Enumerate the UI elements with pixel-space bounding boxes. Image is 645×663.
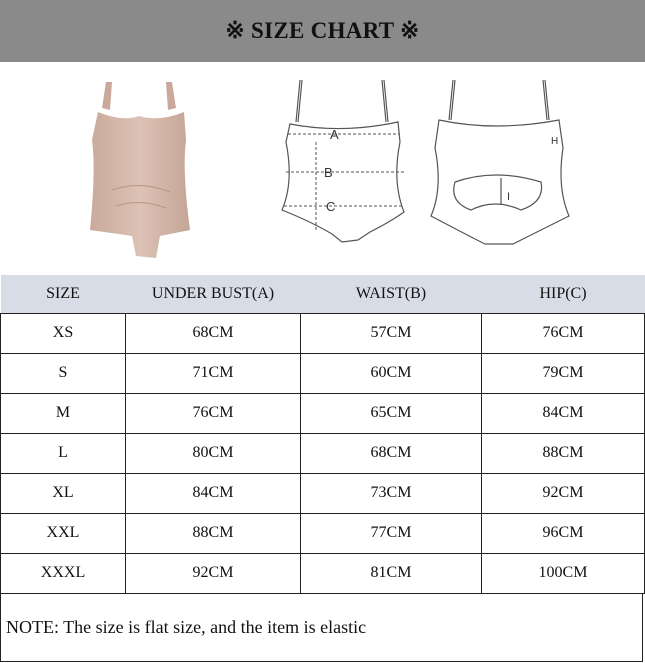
cell-hip: 88CM	[482, 433, 645, 473]
cell-size: L	[1, 433, 126, 473]
cell-size: S	[1, 353, 126, 393]
size-chart-title: ※ SIZE CHART ※	[225, 18, 420, 43]
product-images	[0, 62, 645, 275]
cell-under-bust: 80CM	[126, 433, 301, 473]
cell-size: XL	[1, 473, 126, 513]
cell-size: XS	[1, 313, 126, 353]
column-header-waist: WAIST(B)	[355, 284, 427, 302]
size-note-text: NOTE: The size is flat size, and the item is elastic	[6, 617, 367, 637]
back-measurement-diagram	[425, 78, 575, 258]
cell-waist: 77CM	[301, 513, 482, 553]
size-note	[0, 594, 643, 662]
table-header-row	[1, 275, 645, 313]
cell-waist: 73CM	[301, 473, 482, 513]
cell-size: M	[1, 393, 126, 433]
column-header-size: SIZE	[46, 284, 80, 302]
table-row	[1, 433, 645, 473]
column-header-under-bust: UNDER BUST(A)	[151, 284, 275, 302]
size-chart-header	[0, 0, 645, 62]
table-row	[1, 313, 645, 353]
table-row	[1, 353, 645, 393]
column-header-hip: HIP(C)	[539, 284, 587, 302]
label-h: H	[551, 136, 559, 147]
cell-hip: 96CM	[482, 513, 645, 553]
table-row	[1, 393, 645, 433]
label-b: B	[324, 165, 333, 180]
label-a: A	[330, 127, 339, 142]
cell-hip: 84CM	[482, 393, 645, 433]
table-row	[1, 513, 645, 553]
cell-waist: 81CM	[301, 553, 482, 593]
cell-under-bust: 71CM	[126, 353, 301, 393]
product-photo	[82, 80, 202, 270]
front-measurement-diagram	[272, 72, 422, 252]
cell-under-bust: 84CM	[126, 473, 301, 513]
table-row	[1, 473, 645, 513]
cell-size: XXL	[1, 513, 126, 553]
cell-waist: 65CM	[301, 393, 482, 433]
cell-under-bust: 92CM	[126, 553, 301, 593]
cell-waist: 68CM	[301, 433, 482, 473]
cell-waist: 57CM	[301, 313, 482, 353]
label-i: I	[507, 191, 511, 203]
table-row	[1, 553, 645, 593]
label-c: C	[326, 199, 336, 214]
cell-under-bust: 88CM	[126, 513, 301, 553]
cell-hip: 92CM	[482, 473, 645, 513]
cell-hip: 76CM	[482, 313, 645, 353]
size-table	[0, 275, 645, 594]
cell-under-bust: 76CM	[126, 393, 301, 433]
cell-hip: 79CM	[482, 353, 645, 393]
cell-size: XXXL	[1, 553, 126, 593]
cell-hip: 100CM	[482, 553, 645, 593]
cell-under-bust: 68CM	[126, 313, 301, 353]
cell-waist: 60CM	[301, 353, 482, 393]
